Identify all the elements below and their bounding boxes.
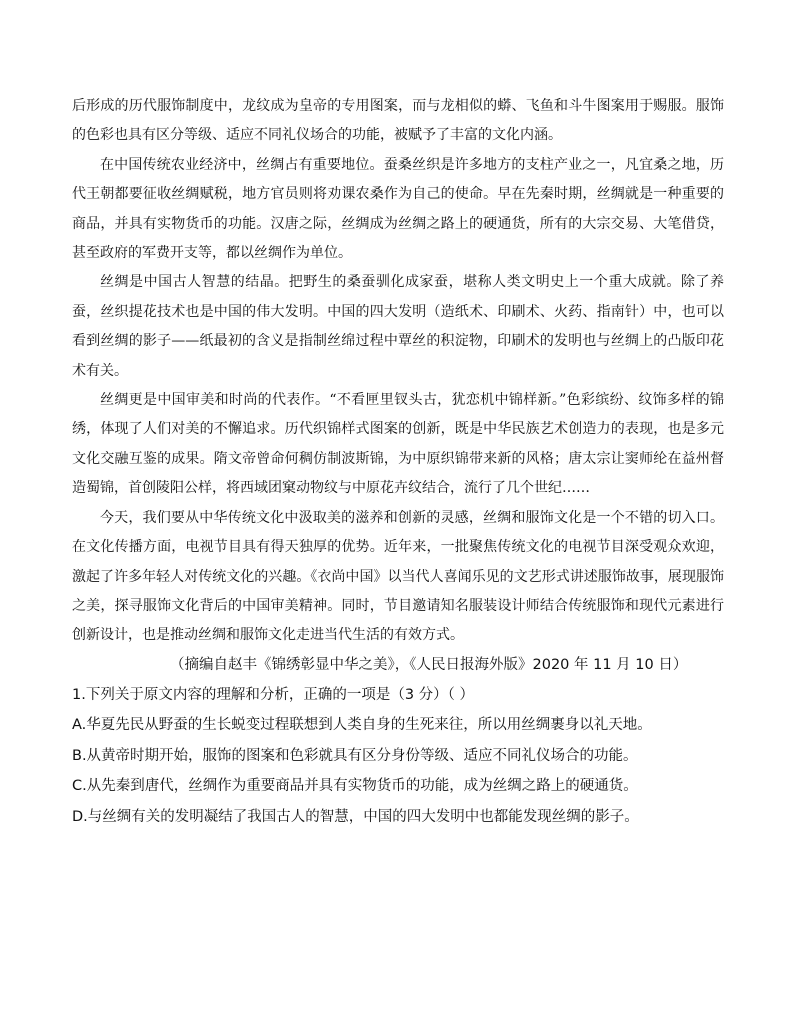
paragraph-1: 后形成的历代服饰制度中，龙纹成为皇帝的专用图案，而与龙相似的蟒、飞鱼和斗牛图案用于赐服。服饰的色彩也具有区分等级、适应不同礼仪场合的功能，被赋予了丰富的文化内涵。 [72, 98, 724, 144]
option-b: B.从黄帝时期开始，服饰的图案和色彩就具有区分身份等级、适应不同礼仪场合的功能。 [72, 747, 638, 764]
paragraph-5: 今天，我们要从中华传统文化中汲取美的滋养和创新的灵感，丝绸和服饰文化是一个不错的切入口。在文化传播方面，电视节目具有得天独厚的优势。近年来，一批聚焦传统文化的电视节目深受观众欢迎，激起了许多年轻人对传统文化的兴趣。《衣尚中国》以当代人喜闻乐见的文艺形式讲述服饰故事，展现服饰之美，探寻服饰文化背后的中国审美精神。同时，节目邀请知名服装设计师结合传统服饰和现代元素进行创新设计，也是推动丝绸和服饰文化走进当代生活的有效方式。 [72, 509, 724, 644]
source-citation: （摘编自赵丰《锦绣彰显中华之美》，《人民日报海外版》2020 年 11 月 10 日） [170, 656, 688, 673]
paragraph-3: 丝绸是中国古人智慧的结晶。把野生的桑蚕驯化成家蚕，堪称人类文明史上一个重大成就。除了养蚕，丝织提花技术也是中国的伟大发明。中国的四大发明（造纸术、印刷术、火药、指南针）中，也可以看到丝绸的影子——纸最初的含义是指制丝绵过程中覃丝的积淀物，印刷术的发明也与丝绸上的凸版印花术有关。 [72, 274, 724, 379]
option-a: A.华夏先民从野蚕的生长蜕变过程联想到人类自身的生死来往，所以用丝绸裹身以礼天地。 [72, 717, 652, 734]
paragraph-2: 在中国传统农业经济中，丝绸占有重要地位。蚕桑丝织是许多地方的支柱产业之一，凡宜桑之地，历代王朝都要征收丝绸赋税，地方官员则将劝课农桑作为自己的使命。早在先秦时期，丝绸就是一种重要的商品，并具有实物货币的功能。汉唐之际，丝绸成为丝绸之路上的硬通货，所有的大宗交易、大笔借贷，甚至政府的军费开支等，都以丝绸作为单位。 [72, 156, 724, 262]
paragraph-4: 丝绸更是中国审美和时尚的代表作。“不看匣里钗头古，犹恋机中锦样新。”色彩缤纷、纹饰多样的锦绣，体现了人们对美的不懈追求。历代织锦样式图案的创新，既是中华民族艺术创造力的表现，也是多元文化交融互鉴的成果。隋文帝曾命何稠仿制波斯锦，为中原织锦带来新的风格；唐太宗让窦师纶在益州督造蜀锦，首创陵阳公样，将西域团窠动物纹与中原花卉纹结合，流行了几个世纪…… [72, 392, 724, 497]
option-d: D.与丝绸有关的发明凝结了我国古人的智慧，中国的四大发明中也都能发现丝绸的影子。 [72, 808, 639, 825]
question-stem: 1.下列关于原文内容的理解和分析，正确的一项是（3 分）（ ） [72, 686, 475, 703]
document-page [72, 92, 724, 832]
option-c: C.从先秦到唐代，丝绸作为重要商品并具有实物货币的功能，成为丝绸之路上的硬通货。 [72, 778, 638, 795]
